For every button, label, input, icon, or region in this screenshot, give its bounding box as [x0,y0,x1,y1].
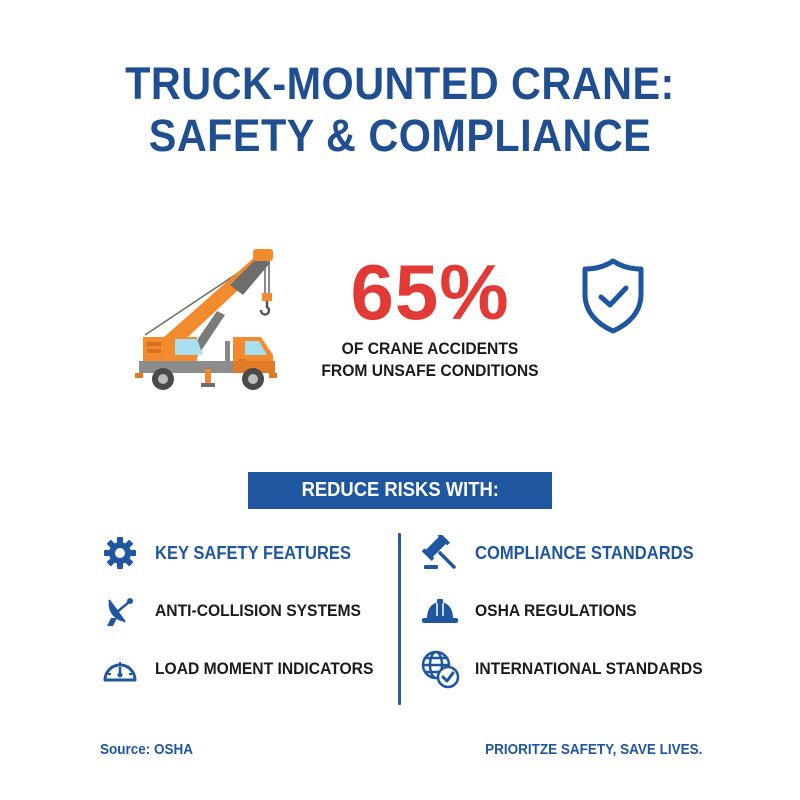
page-title [32,58,768,162]
item-label: ANTI-COLLISION SYSTEMS [155,601,361,620]
stat-value: 65% [350,248,510,336]
stat-caption [310,338,549,382]
source-citation: Source: OSHA [100,741,194,758]
list-item [420,591,720,631]
globe-check-icon [420,649,460,689]
satellite-dish-icon [100,591,140,631]
list-item [100,591,400,631]
footer-tagline: PRIORITZE SAFETY, SAVE LIVES. [484,741,702,758]
compliance-standards-column [420,533,720,707]
title-line-1: TRUCK-MOUNTED CRANE: [125,58,675,109]
gauge-icon [100,649,140,689]
heading-label: KEY SAFETY FEATURES [155,542,352,563]
title-line-2: SAFETY & COMPLIANCE [148,110,652,161]
stat-caption-line-2: FROM UNSAFE CONDITIONS [321,361,539,380]
list-item [100,649,400,689]
compliance-standards-heading [420,533,720,573]
gavel-icon [420,533,460,573]
safety-features-column [100,533,400,707]
hard-hat-icon [420,591,460,631]
key-statistic [300,248,560,382]
heading-label: COMPLIANCE STANDARDS [475,542,694,563]
stat-caption-line-1: OF CRANE ACCIDENTS [341,339,519,358]
gear-icon [100,533,140,573]
truck-mounted-crane-icon [125,235,285,395]
item-label: OSHA REGULATIONS [475,601,637,620]
shield-check-icon [580,258,646,334]
list-item [420,649,720,689]
reduce-risks-banner [248,472,552,509]
item-label: INTERNATIONAL STANDARDS [475,659,703,678]
item-label: LOAD MOMENT INDICATORS [155,659,374,678]
key-safety-features-heading [100,533,400,573]
banner-label: REDUCE RISKS WITH: [301,479,499,501]
